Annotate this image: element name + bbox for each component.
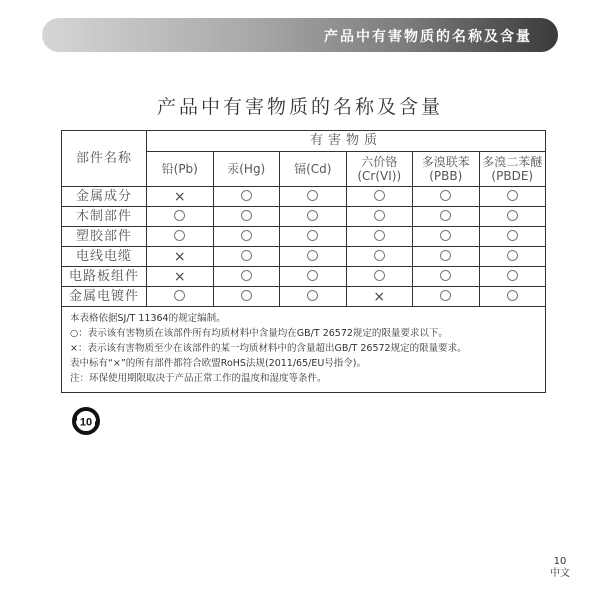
note-line: 注：环保使用期限取决于产品正常工作的温度和湿度等条件。 <box>70 373 327 384</box>
circle-compliant-icon <box>374 250 385 261</box>
notes-box <box>61 307 546 393</box>
substance-value-cell <box>479 287 546 307</box>
banner-title: 产品中有害物质的名称及含量 <box>324 29 532 45</box>
circle-compliant-icon <box>307 290 318 301</box>
substance-value-cell <box>479 247 546 267</box>
circle-compliant-icon <box>307 230 318 241</box>
table-row <box>62 207 546 227</box>
substance-symbol: (Cr(VI)) <box>357 169 402 183</box>
circle-compliant-icon <box>374 210 385 221</box>
circle-compliant-icon <box>374 270 385 281</box>
substance-value-cell <box>479 187 546 207</box>
hazardous-substances-table <box>61 130 546 307</box>
note-line: ○：表示该有害物质在该部件所有均质材料中含量均在GB/T 26572规定的限量要求以下。 <box>70 328 448 339</box>
substance-value-cell <box>280 287 347 307</box>
circle-compliant-icon <box>507 270 518 281</box>
language-label: 中文 <box>550 568 570 579</box>
substance-value-cell <box>147 187 214 207</box>
circle-compliant-icon <box>440 190 451 201</box>
part-name-cell: 电路板组件 <box>62 267 147 287</box>
substance-value-cell <box>479 207 546 227</box>
cross-exceeds-icon: × <box>173 188 186 205</box>
substance-value-cell <box>280 247 347 267</box>
substance-value-cell <box>479 267 546 287</box>
environmental-protection-use-period-icon <box>70 405 102 437</box>
substance-value-cell <box>213 287 280 307</box>
cross-exceeds-icon: × <box>173 248 186 265</box>
substance-value-cell <box>346 207 413 227</box>
note-line: 表中标有“×”的所有部件都符合欧盟RoHS法规(2011/65/EU号指令)。 <box>70 358 366 369</box>
page-title: 产品中有害物质的名称及含量 <box>156 96 443 118</box>
substance-value-cell <box>213 187 280 207</box>
cross-exceeds-icon: × <box>173 268 186 285</box>
substance-value-cell <box>413 207 480 227</box>
part-name-cell: 木制部件 <box>62 207 147 227</box>
circle-compliant-icon <box>307 270 318 281</box>
hazardous-substances-header: 有害物质 <box>147 131 546 152</box>
circle-compliant-icon <box>507 190 518 201</box>
hazardous-substances-table-wrap <box>61 130 546 393</box>
substance-value-cell <box>213 207 280 227</box>
circle-compliant-icon <box>241 290 252 301</box>
circle-compliant-icon <box>307 190 318 201</box>
substance-value-cell <box>280 187 347 207</box>
circle-compliant-icon <box>507 210 518 221</box>
circle-compliant-icon <box>507 250 518 261</box>
part-name-cell: 电线电缆 <box>62 247 147 267</box>
circle-compliant-icon <box>440 230 451 241</box>
substance-value-cell <box>479 227 546 247</box>
page-footer <box>550 556 570 580</box>
substance-value-cell <box>147 207 214 227</box>
part-name-cell: 金属成分 <box>62 187 147 207</box>
substance-column-header <box>213 152 280 187</box>
substance-name: 六价铬 <box>361 155 398 169</box>
substance-name: 汞(Hg) <box>227 162 266 176</box>
substance-value-cell <box>413 187 480 207</box>
substance-value-cell <box>413 247 480 267</box>
circle-compliant-icon <box>241 230 252 241</box>
circle-compliant-icon <box>507 230 518 241</box>
substance-value-cell <box>280 227 347 247</box>
substance-value-cell <box>413 227 480 247</box>
substance-value-cell <box>213 267 280 287</box>
svg-text:10: 10 <box>79 416 93 429</box>
substance-name: 镉(Cd) <box>294 162 332 176</box>
substance-value-cell <box>147 287 214 307</box>
substance-column-header <box>479 152 546 187</box>
substance-value-cell <box>346 187 413 207</box>
cross-exceeds-icon: × <box>373 288 386 305</box>
circle-compliant-icon <box>174 210 185 221</box>
table-row <box>62 247 546 267</box>
circle-compliant-icon <box>440 270 451 281</box>
substance-value-cell <box>213 227 280 247</box>
substance-name: 铅(Pb) <box>161 162 198 176</box>
substance-value-cell <box>213 247 280 267</box>
circle-compliant-icon <box>307 250 318 261</box>
part-name-cell: 塑胶部件 <box>62 227 147 247</box>
substance-value-cell <box>280 267 347 287</box>
substance-value-cell <box>147 227 214 247</box>
substance-column-header <box>147 152 214 187</box>
circle-compliant-icon <box>440 210 451 221</box>
substance-value-cell <box>413 267 480 287</box>
circle-compliant-icon <box>174 230 185 241</box>
circle-compliant-icon <box>307 210 318 221</box>
substance-value-cell <box>413 287 480 307</box>
circle-compliant-icon <box>374 230 385 241</box>
circle-compliant-icon <box>440 250 451 261</box>
circle-compliant-icon <box>241 210 252 221</box>
substance-column-header <box>413 152 480 187</box>
substance-value-cell <box>147 267 214 287</box>
substance-value-cell <box>346 287 413 307</box>
table-row <box>62 267 546 287</box>
header-banner <box>42 18 558 52</box>
circle-compliant-icon <box>241 190 252 201</box>
circle-compliant-icon <box>174 290 185 301</box>
part-name-header: 部件名称 <box>62 131 147 187</box>
note-line: ×：表示该有害物质至少在该部件的某一均质材料中的含量超出GB/T 26572规定的限量要求。 <box>70 343 467 354</box>
circle-compliant-icon <box>241 270 252 281</box>
circle-compliant-icon <box>241 250 252 261</box>
substance-value-cell <box>346 267 413 287</box>
substance-column-header <box>346 152 413 187</box>
page-number: 10 <box>553 556 567 567</box>
part-name-cell: 金属电镀件 <box>62 287 147 307</box>
substance-column-header <box>280 152 347 187</box>
table-row <box>62 227 546 247</box>
substance-name: 多溴联苯 <box>421 155 470 169</box>
substance-value-cell <box>280 207 347 227</box>
substance-value-cell <box>147 247 214 267</box>
table-row <box>62 187 546 207</box>
substance-name: 多溴二苯醚 <box>482 155 543 169</box>
substance-symbol: (PBDE) <box>491 169 534 183</box>
table-row <box>62 287 546 307</box>
substance-symbol: (PBB) <box>429 169 463 183</box>
note-line: 本表格依据SJ/T 11364的规定编制。 <box>70 313 226 324</box>
substance-value-cell <box>346 247 413 267</box>
circle-compliant-icon <box>374 190 385 201</box>
circle-compliant-icon <box>507 290 518 301</box>
circle-compliant-icon <box>440 290 451 301</box>
substance-value-cell <box>346 227 413 247</box>
